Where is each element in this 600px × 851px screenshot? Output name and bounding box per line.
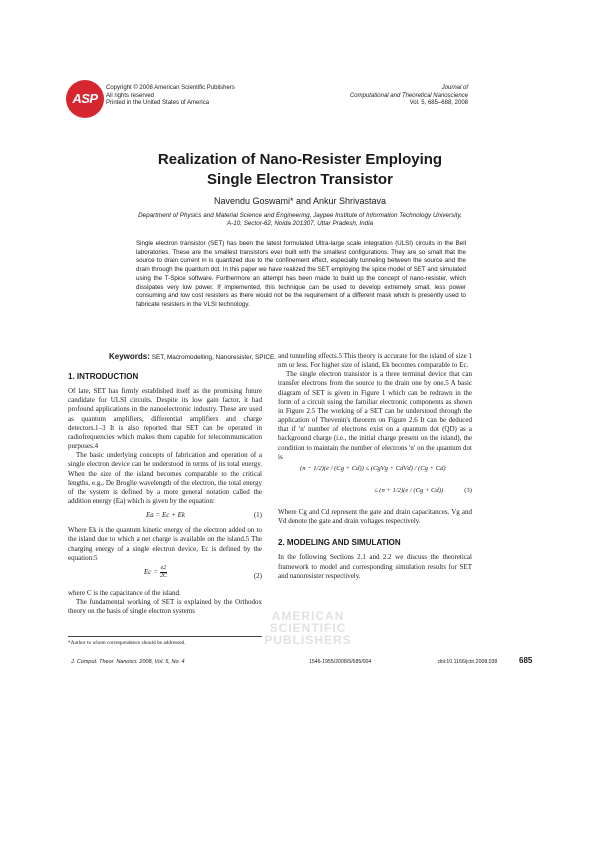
intro-paragraph-4: where C is the capacitance of the island. xyxy=(68,588,181,597)
equation-1-number: (1) xyxy=(253,511,262,520)
equation-2-numerator: e2 xyxy=(160,564,167,571)
abstract: Single electron transistor (SET) has been the latest formulated Ultra-large scale integration (ULSI) circuits in the Bell laboratories. These are the smallest transistors ever built with the smallest configurations. They are so small that the source to drain current in is quantized due to the confinement effect, especially tunneling between the source and the drain through the quantum dot. In this paper we have realized the SET employing the spice model of SET and simulated using the T-Spice software. Furthermore an attempt has been made to build up the concept of nano-resister, which dissipates very low power. If implemented, this technique can be used to develop extremely small, less power consuming and low cost resisters as there would not be the requirement of a different mask which is presently used to fabricate resisters in the VLSI technology. xyxy=(136,240,466,308)
rights-line: All rights reserved xyxy=(106,92,155,99)
section-2-heading: 2. MODELING AND SIMULATION xyxy=(278,538,401,548)
equation-2-body xyxy=(144,565,167,580)
journal-line-2: Computational and Theoretical Nanoscience xyxy=(349,92,468,99)
intro-paragraph-3: Where Ek is the quantum kinetic energy of the electron added on to the island due to which a net charge is available on the island.5 The charging energy of a single electron device, Ec is defined by the equation:5 xyxy=(68,526,262,562)
authors: Navendu Goswami* and Ankur Shrivastava xyxy=(213,196,387,206)
page-number: 685 xyxy=(519,656,533,665)
equation-1 xyxy=(68,506,262,526)
journal-block xyxy=(350,85,468,108)
printed-line: Printed in the United States of America xyxy=(106,100,210,106)
affiliation-line-1: Department of Physics and Material Science and Engineering, Jaypee Institute of Information Technology University, xyxy=(138,212,462,219)
intro-paragraph-2: The basic underlying concepts of fabrication and operation of a single electron device can be understood in terms of its total energy. When the size of the island becomes comparable to the critical lengths, e.g., De Broglie wavelength of the electron, the total energy of the system is defined by a more general notation called the addition energy (Ea) which is given by the equation: xyxy=(68,451,262,506)
keywords-text: SET, Macromodelling, Nanoresister, SPICE. xyxy=(151,354,276,361)
affiliation xyxy=(110,212,490,228)
journal-line-1: Journal of xyxy=(441,85,468,91)
publisher-watermark xyxy=(248,610,368,646)
publisher-logo xyxy=(66,80,104,118)
watermark-line-1: AMERICAN xyxy=(271,609,345,623)
right-paragraph-1: and tunneling effects.5 This theory is accurate for the island of size 1 nm or less. For higher size of island, Ek becomes comparable to Ec. xyxy=(278,352,472,370)
watermark-line-2: SCIENTIFIC xyxy=(269,621,347,635)
section-2-paragraph-1: In the following Sections 2.1 and 2.2 we discuss the theoretical framework to model and corresponding simulation results for SET and nanoresister respectively. xyxy=(278,553,472,580)
copyright-line: Copyright © 2008 American Scientific Publishers xyxy=(106,85,235,91)
copyright-block xyxy=(106,85,235,108)
equation-2-number: (2) xyxy=(253,571,262,580)
paper-title xyxy=(60,150,540,190)
affiliation-line-2: A-10, Sector-62, Noida 201307, Uttar Pradesh, India xyxy=(226,220,374,227)
intro-paragraph-1: Of late, SET has firmly established itself as the promising future candidate for ULSI circuits. Despite its low gain factor, it had profound applications in the nanoelectronic industry. These are used as quantum amplifiers, differential amplifiers and charge detectors.1–3 It is also reported that SET can be operated in radiofrequencies which makes them capable for telecommunication purposes.4 xyxy=(68,387,262,451)
footnote: *Author to whom correspondence should be addressed. xyxy=(68,636,262,646)
equation-2-lhs: Ec = xyxy=(144,567,158,576)
intro-paragraph-5: The fundamental working of SET is explained by the Orthodox theory on the basis of single electron systems xyxy=(68,597,262,616)
equation-2 xyxy=(68,563,262,589)
equation-3-number: (3) xyxy=(464,486,472,494)
right-paragraph-3: Where Cg and Cd represent the gate and drain capacitances. Vg and Vd denote the gate and drain voltages respectively. xyxy=(278,507,472,526)
equation-1-body: Ea = Ec + Ek xyxy=(146,511,185,520)
title-line-1: Realization of Nano-Resister Employing xyxy=(157,151,443,168)
equation-2-denominator: 2C xyxy=(159,572,167,579)
equation-3-line-1: (n − 1/2)(e / (Cg + Cd)) ≤ (CgVg + CdVd) / (Cg + Cd) xyxy=(300,464,446,472)
watermark-line-3: PUBLISHERS xyxy=(264,633,352,647)
keywords-label: Keywords: xyxy=(109,352,150,361)
volume-line: Vol. 5, 685–688, 2008 xyxy=(409,100,468,106)
right-column xyxy=(278,352,472,581)
title-line-2: Single Electron Transistor xyxy=(207,171,393,188)
left-column xyxy=(68,372,262,616)
right-paragraph-2: The single electron transistor is a three terminal device that can transfer electrons from the source to the drain one by one.5 A basic diagram of SET is given in Figure 1 which can be redrawn in the form of a circuit using the familiar electronic components as shown in Figure 2.5 The working of a SET can be understood through the application of Thevenin's theorem on Figure 2.6 It can be deduced that if 'n' number of electrons exist on a quantum dot (QD) as a background charge (i.e., the initial charge present on the island), the condition to maintain the number of electrons 'n' on the quantum dot is xyxy=(278,370,472,461)
footer-journal: J. Comput. Theor. Nanosci. 2008, Vol. 5, No. 4 xyxy=(71,659,185,665)
footer-doi: doi:10.1166/jctn.2008.038 xyxy=(438,659,498,665)
equation-3 xyxy=(278,462,472,508)
logo-text: ASP xyxy=(72,91,98,106)
footer-issn: 1546-1955/2008/5/685/004 xyxy=(309,659,372,665)
equation-2-fraction xyxy=(160,565,168,580)
equation-3-line-2: ≤ (n + 1/2)(e / (Cg + Cd)) xyxy=(374,486,444,494)
section-1-heading: 1. INTRODUCTION xyxy=(68,372,139,381)
